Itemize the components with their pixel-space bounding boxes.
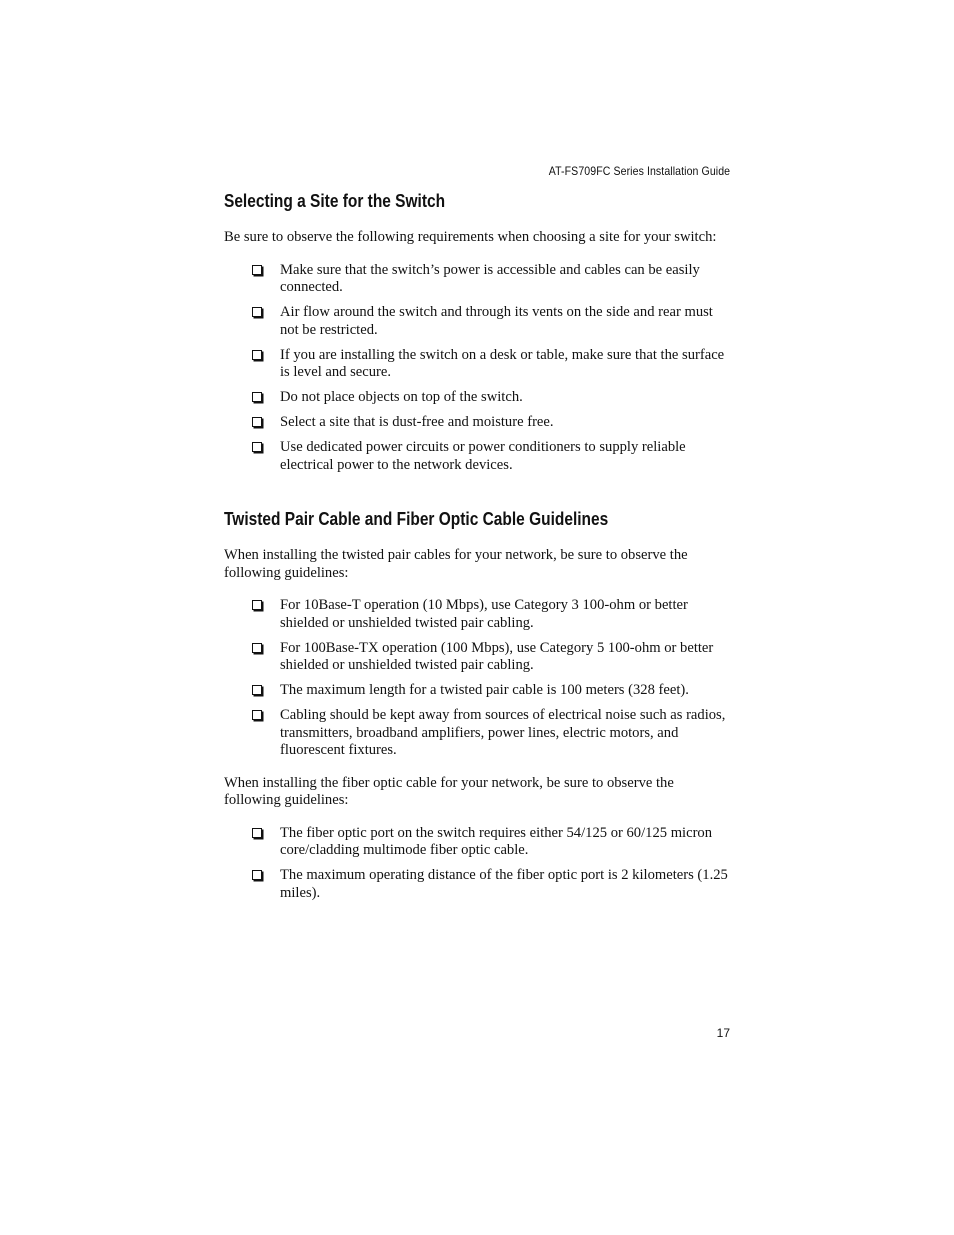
checkbox-icon xyxy=(252,442,262,452)
fiber-optic-guidelines-list xyxy=(224,825,732,903)
list-item xyxy=(224,304,732,339)
list-item xyxy=(224,707,732,760)
twisted-pair-guidelines-list xyxy=(224,597,732,760)
list-item-text: Air flow around the switch and through its vents on the side and rear must not be restricted. xyxy=(280,304,713,338)
list-item-text: Select a site that is dust-free and moisture free. xyxy=(280,414,554,430)
intro-paragraph-fiber: When installing the fiber optic cable for your network, be sure to observe the following guidelines: xyxy=(224,774,674,808)
checkbox-icon xyxy=(252,600,262,610)
list-item-text: The maximum operating distance of the fiber optic port is 2 kilometers (1.25 miles). xyxy=(280,867,728,901)
list-item-text: Cabling should be kept away from sources of electrical noise such as radios, transmitters, broadband amplifiers, power lines, electric motors, and fluorescent fixtures. xyxy=(280,707,726,758)
section-cable-guidelines xyxy=(224,508,732,902)
list-item-text: If you are installing the switch on a desk or table, make sure that the surface is level and secure. xyxy=(280,346,725,380)
site-requirements-list xyxy=(224,262,732,475)
list-item-text: The fiber optic port on the switch requires either 54/125 or 60/125 micron core/cladding multimode fiber optic cable. xyxy=(280,824,713,858)
checkbox-icon xyxy=(252,828,262,838)
list-item-text: For 100Base-TX operation (100 Mbps), use Category 5 100-ohm or better shielded or unshielded twisted pair cabling. xyxy=(280,639,714,673)
section-site-selection xyxy=(224,190,732,474)
list-item xyxy=(224,597,732,632)
intro-paragraph: Be sure to observe the following requirements when choosing a site for your switch: xyxy=(224,229,717,245)
intro-paragraph-twisted: When installing the twisted pair cables for your network, be sure to observe the following guidelines: xyxy=(224,547,688,581)
list-item-text: Use dedicated power circuits or power conditioners to supply reliable electrical power to the network devices. xyxy=(280,439,686,473)
list-item-text: The maximum length for a twisted pair cable is 100 meters (328 feet). xyxy=(280,682,689,698)
list-item xyxy=(224,439,732,474)
page-number: 17 xyxy=(716,1026,730,1040)
checkbox-icon xyxy=(252,710,262,720)
list-item-text: For 10Base-T operation (10 Mbps), use Category 3 100-ohm or better shielded or unshielded twisted pair cabling. xyxy=(280,597,688,631)
checkbox-icon xyxy=(252,870,262,880)
checkbox-icon xyxy=(252,307,262,317)
checkbox-icon xyxy=(252,643,262,653)
list-item xyxy=(224,262,732,297)
list-item xyxy=(224,682,732,700)
section-heading: Selecting a Site for the Switch xyxy=(224,191,446,211)
running-header: AT-FS709FC Series Installation Guide xyxy=(548,164,730,178)
list-item xyxy=(224,640,732,675)
checkbox-icon xyxy=(252,265,262,275)
list-item xyxy=(224,867,732,902)
page-content xyxy=(224,190,732,917)
list-item xyxy=(224,825,732,860)
list-item-text: Make sure that the switch’s power is accessible and cables can be easily connected. xyxy=(280,261,700,295)
list-item xyxy=(224,414,732,432)
checkbox-icon xyxy=(252,685,262,695)
list-item xyxy=(224,389,732,407)
list-item-text: Do not place objects on top of the switch. xyxy=(280,389,523,405)
section-heading: Twisted Pair Cable and Fiber Optic Cable Guidelines xyxy=(224,509,609,529)
list-item xyxy=(224,347,732,382)
checkbox-icon xyxy=(252,417,262,427)
checkbox-icon xyxy=(252,392,262,402)
checkbox-icon xyxy=(252,350,262,360)
